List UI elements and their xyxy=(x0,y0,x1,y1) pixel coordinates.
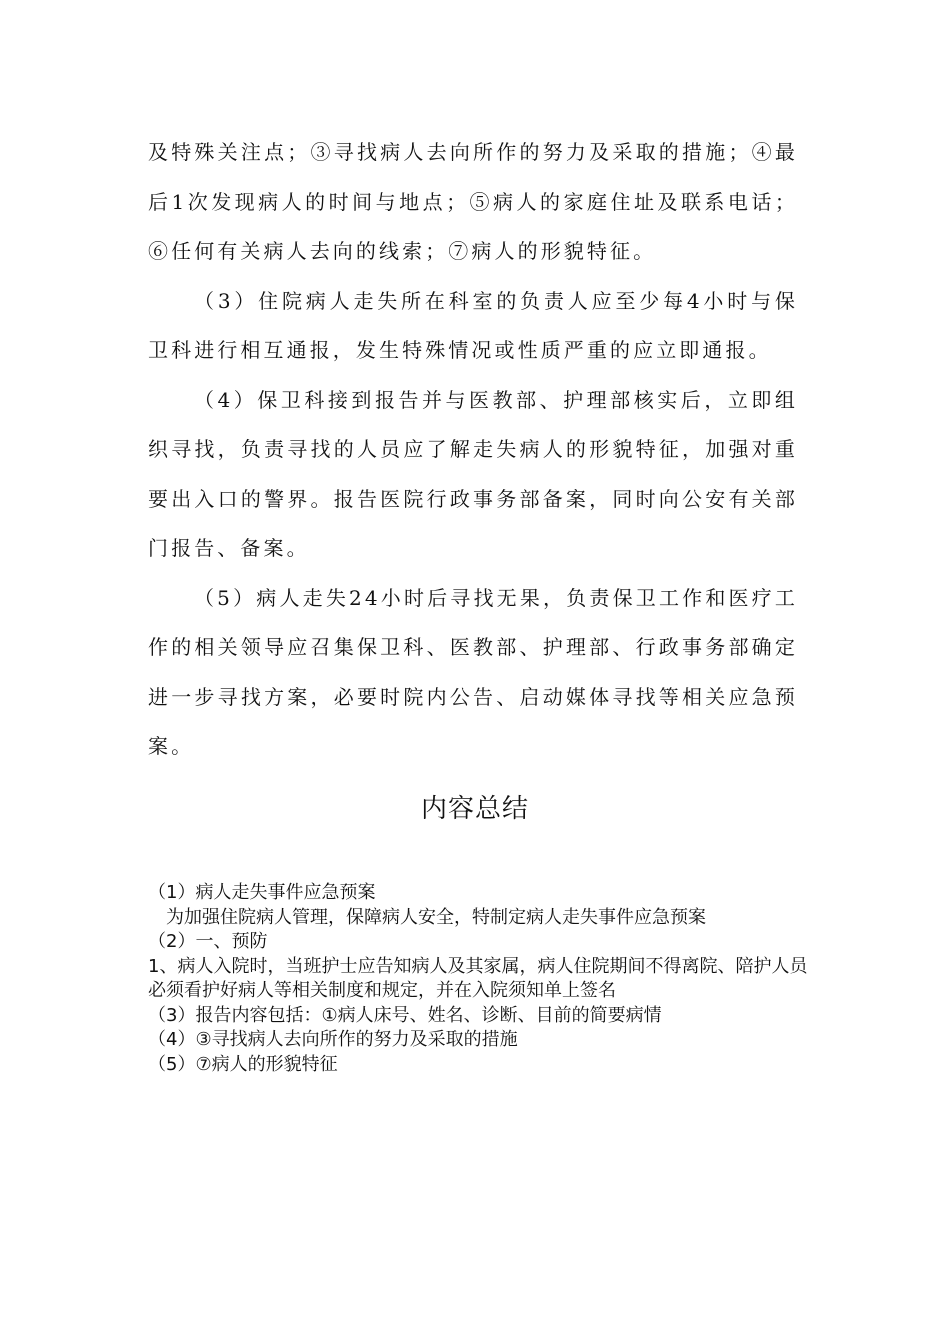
paragraph-item-4: （4）保卫科接到报告并与医教部、护理部核实后，立即组织寻找，负责寻找的人员应了解走失病人的形貌特征，加强对重要出入口的警界。报告医院行政事务部备案，同时向公安有关部门报告、备案。 xyxy=(148,387,798,560)
summary-line: 1、病人入院时，当班护士应告知病人及其家属，病人住院期间不得离院、陪护人员必须看护好病人等相关制度和规定，并在入院须知单上签名 xyxy=(148,955,808,1001)
summary-title: 内容总结 xyxy=(420,794,529,824)
body-text xyxy=(148,128,798,772)
summary-line: （4）③寻找病人去向所作的努力及采取的措施 xyxy=(148,1029,518,1050)
summary-line: （3）报告内容包括：①病人床号、姓名、诊断、目前的简要病情 xyxy=(148,1004,662,1026)
paragraph-item-5: （5）病人走失24小时后寻找无果，负责保卫工作和医疗工作的相关领导应召集保卫科、医教部、护理部、行政事务部确定进一步寻找方案，必要时院内公告、启动媒体寻找等相关应急预案。 xyxy=(148,585,798,758)
paragraph-continuation: 及特殊关注点；③寻找病人去向所作的努力及采取的措施；④最后1次发现病人的时间与地点；⑤病人的家庭住址及联系电话；⑥任何有关病人去向的线索；⑦病人的形貌特征。 xyxy=(148,140,798,263)
summary-line: （2）一、预防 xyxy=(148,931,268,952)
summary-line: （1）病人走失事件应急预案 xyxy=(148,882,376,903)
paragraph-item-3: （3）住院病人走失所在科室的负责人应至少每4小时与保卫科进行相互通报，发生特殊情况或性质严重的应立即通报。 xyxy=(148,288,798,362)
summary-line: 为加强住院病人管理，保障病人安全，特制定病人走失事件应急预案 xyxy=(166,906,706,928)
summary-line: （5）⑦病人的形貌特征 xyxy=(148,1053,338,1075)
summary-section xyxy=(148,881,808,1077)
